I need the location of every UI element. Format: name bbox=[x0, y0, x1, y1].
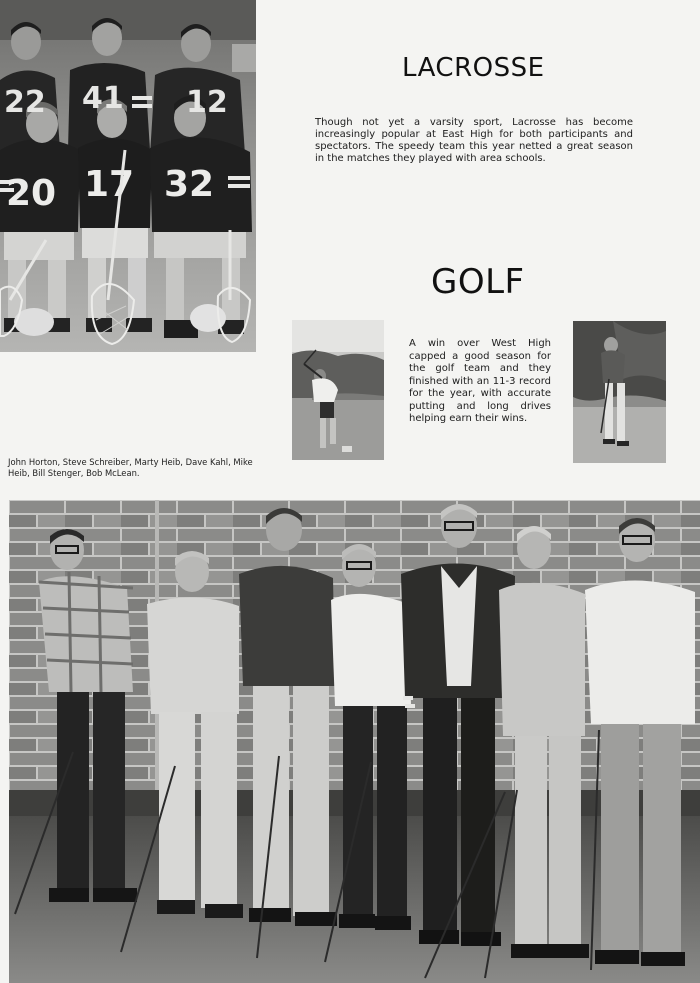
lacrosse-title: LACROSSE bbox=[402, 53, 545, 83]
lacrosse-team-caption: John Horton, Steve Schreiber, Marty Heib, Dave Kahl, Mike Heib, Bill Stenger, Bob McLean. bbox=[8, 457, 253, 478]
golf-swing-photo bbox=[292, 320, 384, 460]
jersey-number: 32 bbox=[164, 164, 215, 205]
lacrosse-team-photo bbox=[0, 0, 256, 352]
golfer-figure bbox=[239, 508, 337, 958]
golf-body-text: A win over West High capped a good season for the golf team and they finished with an 11-3 record for the year, with accurate putting and long drives helping earn their wins. bbox=[409, 338, 551, 424]
lacrosse-body-text: Though not yet a varsity sport, Lacrosse has become increasingly popular at East High for both participants and spectators. The speedy team this year netted a great season in the matches they played with area schools. bbox=[315, 117, 633, 164]
golf-putting-photo bbox=[573, 321, 666, 463]
jersey-number: 41 bbox=[82, 81, 124, 116]
golf-team-photo bbox=[9, 500, 700, 983]
jersey-number: 20 bbox=[6, 173, 57, 214]
jersey-number: 22 bbox=[4, 85, 46, 120]
jersey-number: 17 bbox=[84, 164, 135, 205]
golf-title: GOLF bbox=[431, 262, 525, 302]
jersey-number: 12 bbox=[186, 85, 228, 120]
